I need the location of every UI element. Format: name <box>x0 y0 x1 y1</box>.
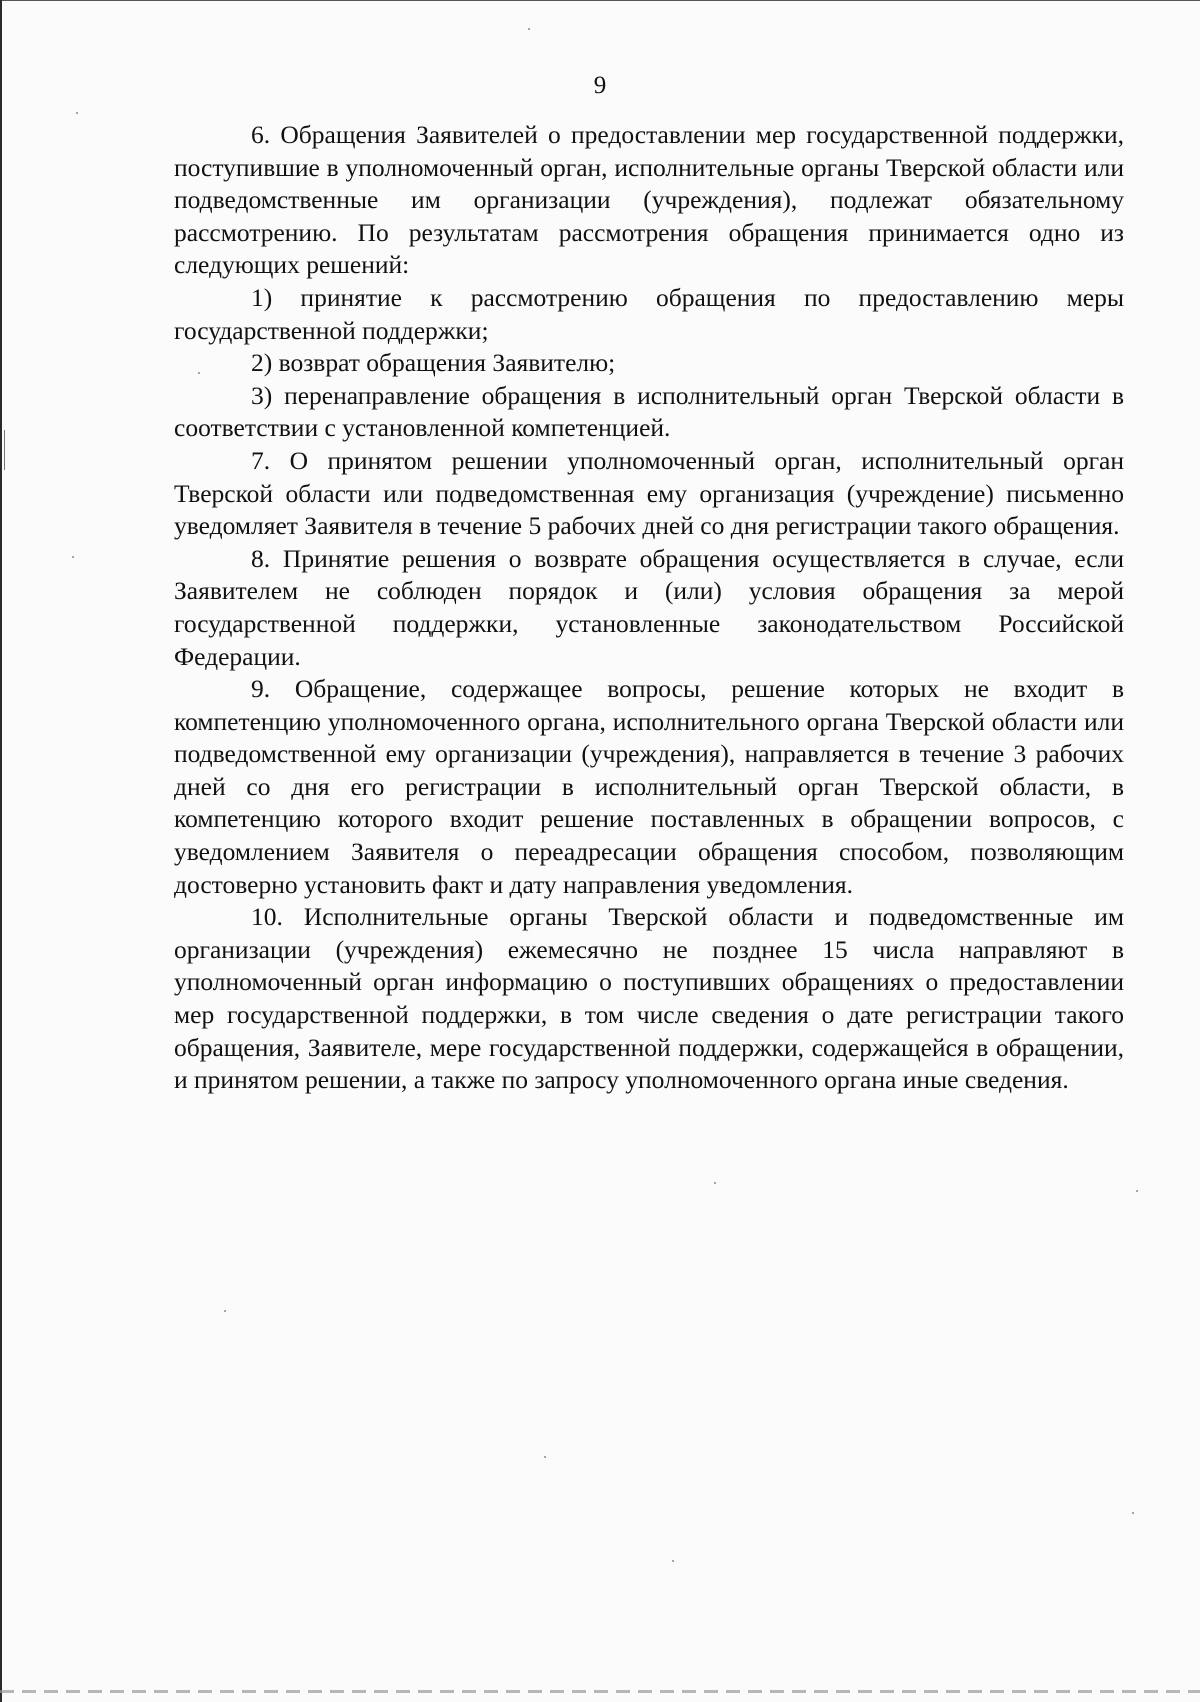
paragraph-9: 9. Обращение, содержащее вопросы, решение которых не входит в компетенцию уполномоченного органа, исполнительного органа Тверской области или подведомственной ему организации (учреждения), направляется в течение 3 рабочих дней со дня его регистрации в исполнительный орган Тверской области, в компетенцию которого входит решение поставленных в обращении вопросов, с уведомлением Заявителя о переадресации обращения способом, позволяющим достоверно установить факт и дату направления уведомления. <box>174 674 1124 899</box>
scan-speck <box>1136 1190 1138 1192</box>
scan-edge-left <box>0 0 2 1702</box>
page-number: 9 <box>593 72 607 99</box>
scan-speck <box>72 556 74 558</box>
scan-edge-top <box>0 0 1200 1</box>
paragraph-6-item-2: 2) возврат обращения Заявителю; <box>251 348 616 378</box>
scan-speck <box>1132 1512 1134 1514</box>
scan-speck <box>714 1182 716 1184</box>
scan-speck <box>544 1456 546 1458</box>
paragraph-8: 8. Принятие решения о возврате обращения осуществляется в случае, если Заявителем не соблюден порядок и (или) условия обращения за мерой государственной поддержки, установленные законодательством Российской Федерации. <box>174 543 1124 671</box>
scan-speck <box>672 1560 674 1562</box>
scan-speck <box>198 372 200 374</box>
scan-speck <box>224 1310 226 1312</box>
paragraph-7: 7. О принятом решении уполномоченный орган, исполнительный орган Тверской области или подведомственная ему организация (учреждение) письменно уведомляет Заявителя в течение 5 рабочих дней со дня регистрации такого обращения. <box>174 445 1124 541</box>
document-body <box>174 119 1124 1097</box>
paragraph-6-item-1: 1) принятие к рассмотрению обращения по предоставлению меры государственной поддержки; <box>174 282 1124 345</box>
paragraph-6-item-3: 3) перенаправление обращения в исполнительный орган Тверской области в соответствии с установленной компетенцией. <box>174 380 1124 443</box>
scan-edge-mark <box>4 430 5 470</box>
paragraph-10: 10. Исполнительные органы Тверской области и подведомственные им организации (учреждения) ежемесячно не позднее 15 числа направляют в уполномоченный орган информацию о поступивших обращениях о предоставлении мер государственной поддержки, в том числе сведения о дате регистрации такого обращения, Заявителе, мере государственной поддержки, содержащейся в обращении, и принятом решении, а также по запросу уполномоченного органа иные сведения. <box>174 902 1124 1095</box>
scan-speck <box>76 112 78 114</box>
scan-speck <box>528 28 530 30</box>
scan-edge-bottom <box>0 1690 1200 1693</box>
paragraph-6: 6. Обращения Заявителей о предоставлении мер государственной поддержки, поступившие в уполномоченный орган, исполнительные органы Тверской области или подведомственные им организации (учреждения), подлежат обязательному рассмотрению. По результатам рассмотрения обращения принимается одно из следующих решений: <box>174 120 1124 280</box>
